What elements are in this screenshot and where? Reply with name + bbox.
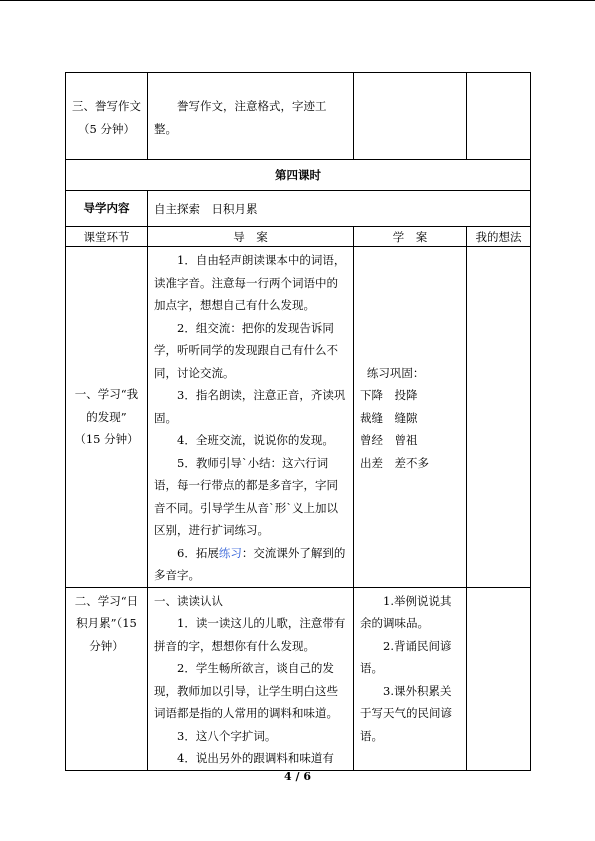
row-section-1 — [66, 247, 531, 588]
guide-1-item: 1．自由轻声朗读课本中的词语，读准字音。注意每一行两个词语中的加点字，想想自己有什么发现。 — [154, 253, 346, 312]
study-cell-1 — [354, 247, 467, 588]
study-1-word: 下降 投降 — [360, 388, 418, 402]
stage-2-line1: 二、学习“日 — [74, 593, 139, 608]
stage-cell-1 — [66, 247, 148, 588]
header-stage: 课堂环节 — [66, 227, 148, 247]
stage-3-line1: 三、誊写作文 — [72, 99, 141, 113]
stage-1-line2: 的发现” — [86, 409, 127, 424]
guide-cell-1 — [148, 247, 354, 588]
guide-2-item: 4．说出另外的跟调料和味道有 — [177, 751, 334, 765]
study-2-item: 2.背诵民间谚语。 — [360, 638, 452, 675]
guide-6-pre: 6．拓展 — [177, 545, 219, 560]
guide-1-item: 3．指名朗读，注意正音，齐读巩固。 — [154, 388, 346, 425]
guide-1-item-6 — [154, 542, 347, 587]
guide-2-item: 1．读一读这儿的儿歌，注意带有拼音的字，想想你有什么发现。 — [154, 616, 346, 653]
row-section-2 — [66, 587, 531, 770]
header-study: 学 案 — [354, 227, 467, 247]
row-section-3 — [66, 73, 531, 160]
content-value: 自主探索 日积月累 — [148, 191, 531, 227]
content-label: 导学内容 — [66, 191, 148, 227]
guide-6-post: ：交流课外了解到的多音字。 — [154, 545, 346, 582]
stage-2-line2: 积月累”（15 — [76, 616, 137, 630]
row-column-headers — [66, 227, 531, 247]
practice-link[interactable]: 练习 — [218, 545, 242, 560]
guide-cell-2 — [148, 587, 354, 770]
guide-cell-3 — [148, 73, 354, 160]
study-1-word: 曾经 曾祖 — [360, 433, 418, 447]
stage-2-line3: 分钟） — [89, 638, 124, 653]
study-2-item: 3.课外积累关于写天气的民间谚语。 — [360, 683, 452, 743]
stage-1-line1: 一、学习“我 — [74, 387, 139, 401]
stage-1-line3: （15 分钟） — [74, 432, 139, 446]
study-1-title: 练习巩固： — [366, 365, 425, 380]
guide-1-item: 2．组交流：把你的发现告诉同学，听听同学的发现跟自己有什么不同，讨论交流。 — [154, 320, 338, 380]
guide-1-item: 5．教师引导`小结：这六行词语，每一行带点的都是多音字，字同音不同。引导学生从音`形`义上加以区别，进行扩词练习。 — [154, 455, 338, 537]
thoughts-cell-2 — [467, 587, 531, 770]
guide-3-line1: 誊写作文，注意格式，字迹工 — [177, 99, 327, 113]
header-guide: 导 案 — [148, 227, 354, 247]
thoughts-cell-1 — [467, 247, 531, 588]
guide-2-heading: 一、读读认认 — [154, 593, 223, 608]
thoughts-cell-3 — [467, 73, 531, 160]
guide-2-item: 3．这八个字扩词。 — [177, 728, 277, 743]
row-lesson-title — [66, 160, 531, 191]
stage-3-line2: （5 分钟） — [78, 121, 135, 136]
guide-3-line2: 整。 — [154, 121, 177, 136]
study-1-word: 出差 差不多 — [360, 455, 429, 470]
study-cell-3 — [354, 73, 467, 160]
lesson-title: 第四课时 — [66, 160, 531, 191]
header-thoughts: 我的想法 — [467, 227, 531, 247]
stage-cell-2 — [66, 587, 148, 770]
study-2-item: 1.举例说说其余的调味品。 — [360, 593, 452, 630]
guide-2-item: 2．学生畅所欲言，谈自己的发现，教师加以引导，让学生明白这些词语都是指的人常用的调料和味道。 — [154, 661, 338, 720]
page-number: 4 / 6 — [284, 770, 311, 783]
row-content — [66, 191, 531, 227]
page-top-rule — [0, 0, 595, 1]
stage-cell-3 — [66, 73, 148, 160]
study-1-word: 裁缝 缝隙 — [360, 410, 418, 425]
lesson-plan-table — [65, 72, 531, 771]
study-cell-2 — [354, 587, 467, 770]
guide-1-item: 4．全班交流，说说你的发现。 — [177, 433, 334, 447]
